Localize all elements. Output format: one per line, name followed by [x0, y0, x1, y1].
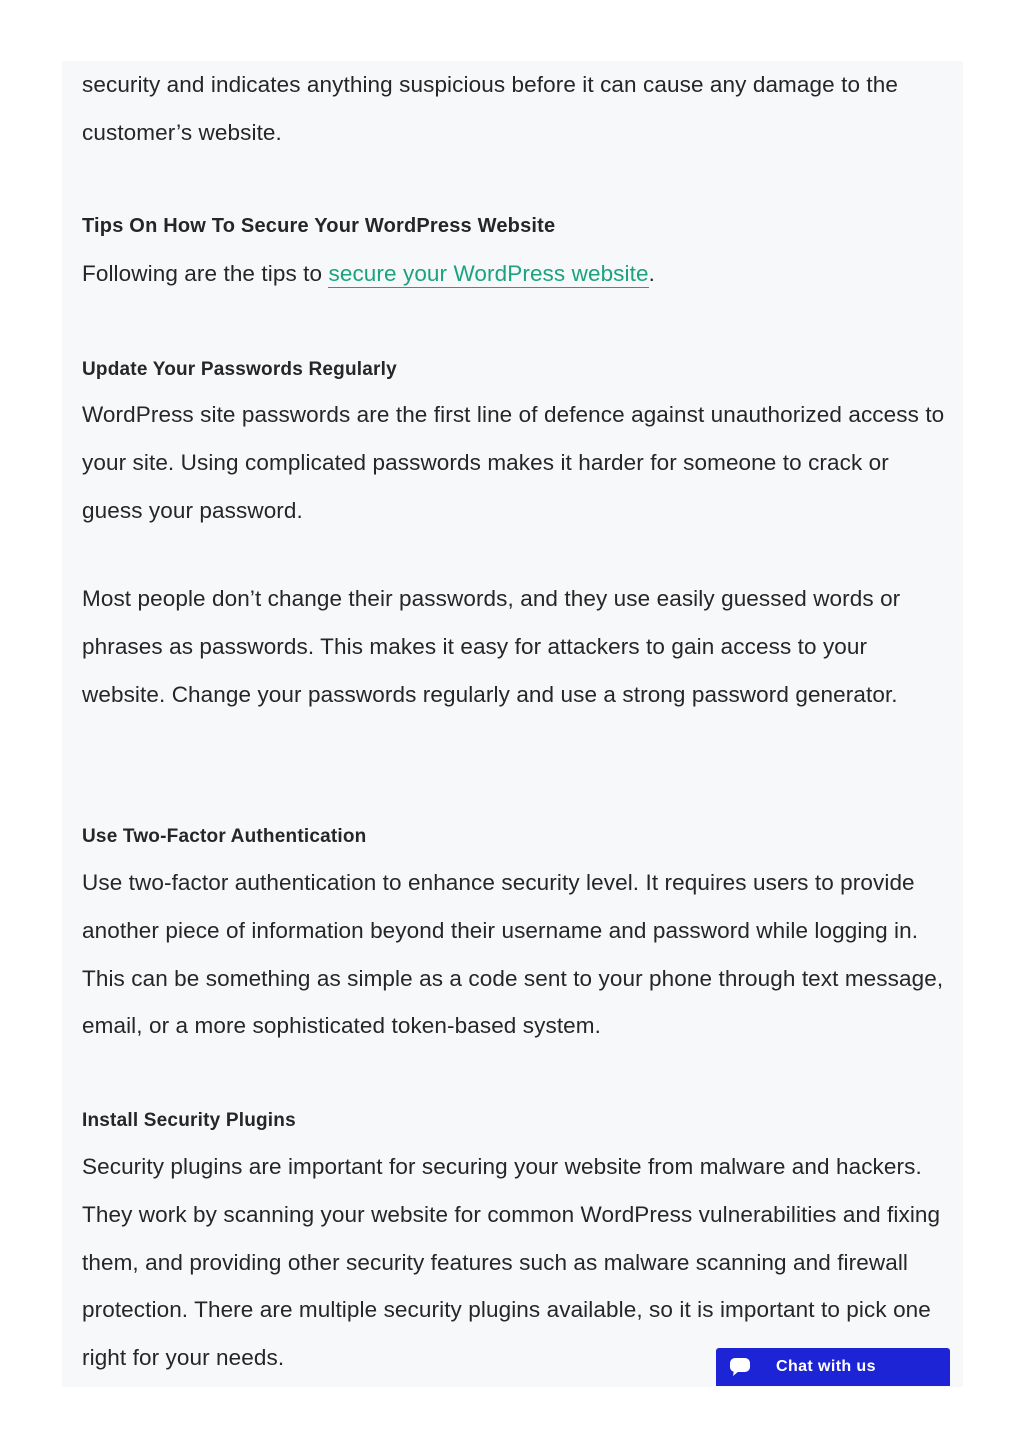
- two-factor-heading: Use Two-Factor Authentication: [82, 826, 367, 847]
- update-passwords-paragraph-1: WordPress site passwords are the first line of defence against unauthorized access to your site. Using complicated passwords makes it harder for someone to crack or guess your password.: [82, 402, 945, 523]
- update-passwords-heading: Update Your Passwords Regularly: [82, 359, 397, 380]
- tips-text-before: Following are the tips to: [82, 261, 329, 286]
- tips-paragraph: [82, 250, 655, 298]
- intro-paragraph: security and indicates anything suspicious before it can cause any damage to the customer’s website.: [82, 72, 898, 145]
- chat-with-us-button[interactable]: [716, 1348, 950, 1386]
- update-passwords-paragraph-2: Most people don’t change their passwords, and they use easily guessed words or phrases as passwords. This makes it easy for attackers to gain access to your website. Change your passwords regularly and use a strong password generator.: [82, 586, 901, 707]
- tips-heading: Tips On How To Secure Your WordPress Website: [82, 215, 556, 237]
- security-plugins-heading: Install Security Plugins: [82, 1110, 296, 1131]
- tips-text-after: .: [648, 261, 655, 286]
- article-panel: [62, 61, 963, 1387]
- security-plugins-paragraph: Security plugins are important for securing your website from malware and hackers. They work by scanning your website for common WordPress vulnerabilities and fixing them, and providing other security features such as malware scanning and firewall protection. There are multiple security plugins available, so it is important to pick one right for your needs.: [82, 1154, 941, 1371]
- secure-wordpress-link[interactable]: secure your WordPress website: [328, 261, 649, 286]
- chat-label: Chat with us: [776, 1358, 876, 1375]
- chat-bubble-icon: [728, 1355, 752, 1379]
- two-factor-paragraph: Use two-factor authentication to enhance security level. It requires users to provide another piece of information beyond their username and password while logging in. This can be something as simple as a code sent to your phone through text message, email, or a more sophisticated token-based system.: [82, 870, 944, 1039]
